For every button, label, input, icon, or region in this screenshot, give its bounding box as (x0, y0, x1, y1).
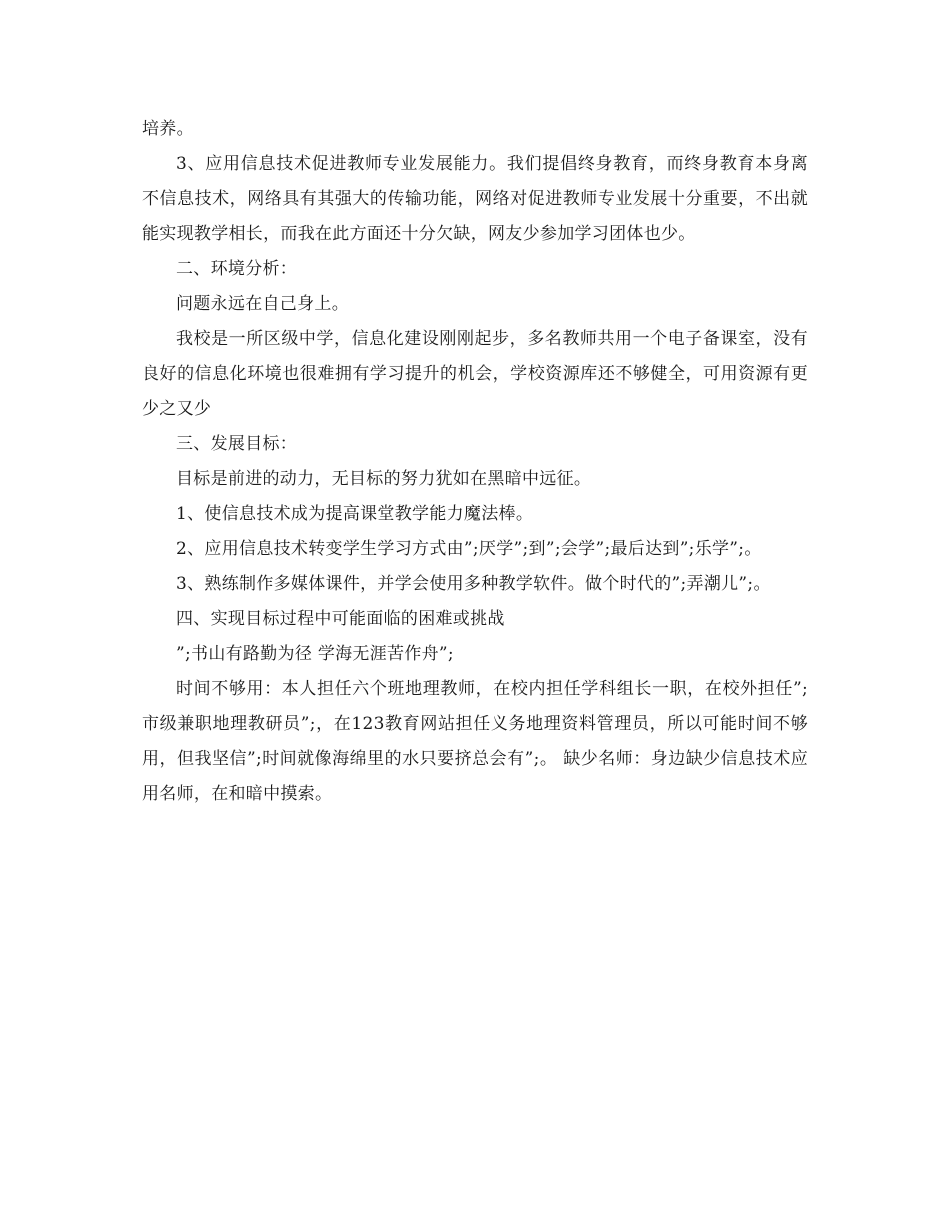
paragraph-time-shortage: 时间不够用：本人担任六个班地理教师，在校内担任学科组长一职，在校外担任”;市级兼职地理教研员”;，在123教育网站担任义务地理资料管理员，所以可能时间不够用，但我坚信”;时间就像海绵里的水只要挤总会有”;。 缺少名师：身边缺少信息技术应用名师，在和暗中摸索。 (142, 679, 808, 804)
paragraph-goal-2: 2、应用信息技术转变学生学习方式由”;厌学”;到”;会学”;最后达到”;乐学”;。 (176, 539, 762, 559)
paragraph-school-description: 我校是一所区级中学，信息化建设刚刚起步，多名教师共用一个电子备课室，没有良好的信息化环境也很难拥有学习提升的机会，学校资源库还不够健全，可用资源有更少之又少 (142, 329, 808, 419)
document-body (142, 112, 808, 812)
paragraph-quote: ”;书山有路勤为径 学海无涯苦作舟”; (176, 644, 454, 664)
paragraph-goal-3: 3、熟练制作多媒体课件，并学会使用多种教学软件。做个时代的”;弄潮儿”;。 (176, 574, 771, 594)
paragraph-goal-1: 1、使信息技术成为提高课堂教学能力魔法棒。 (176, 504, 534, 524)
paragraph-item-3-teacher-development: 3、应用信息技术促进教师专业发展能力。我们提倡终身教育，而终身教育本身离不信息技术，网络具有其强大的传输功能，网络对促进教师专业发展十分重要，不出就能实现教学相长，而我在此方面还十分欠缺，网友少参加学习团体也少。 (142, 154, 808, 244)
section-heading-challenges: 四、实现目标过程中可能面临的困难或挑战 (176, 609, 505, 629)
paragraph-continuation: 培养。 (142, 119, 194, 139)
section-heading-development-goals: 三、发展目标： (176, 434, 298, 454)
paragraph-problem-self: 问题永远在自己身上。 (176, 294, 349, 314)
section-heading-environment-analysis: 二、环境分析： (176, 259, 298, 279)
paragraph-goals-motivation: 目标是前进的动力，无目标的努力犹如在黑暗中远征。 (176, 469, 592, 489)
